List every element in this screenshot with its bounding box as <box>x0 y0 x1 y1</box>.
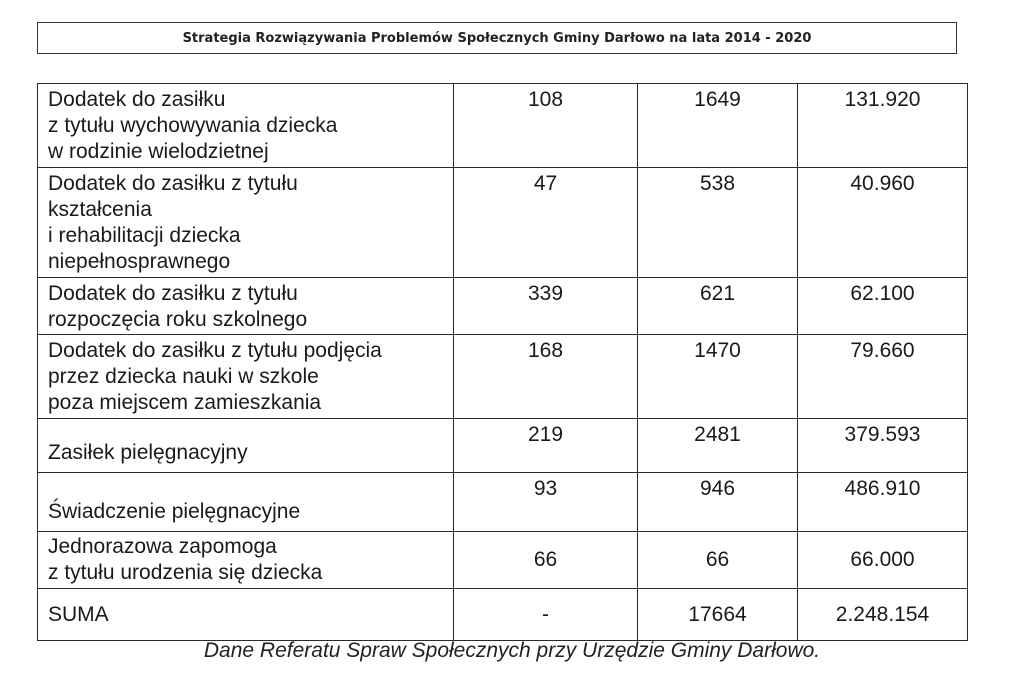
document-title: Strategia Rozwiązywania Problemów Społecznych Gminy Darłowo na lata 2014 - 2020 <box>182 30 812 46</box>
table-row <box>38 335 968 419</box>
cell-value: 168 <box>454 335 638 419</box>
cell-value: 131.920 <box>798 84 968 168</box>
row-label: Dodatek do zasiłku z tytułu rozpoczęcia roku szkolnego <box>38 278 454 335</box>
row-label: Dodatek do zasiłku z tytułu wychowywania dziecka w rodzinie wielodzietnej <box>38 84 454 168</box>
cell-value: 486.910 <box>798 473 968 532</box>
cell-value: 2.248.154 <box>798 589 968 641</box>
table-row <box>38 532 968 589</box>
table-row-total <box>38 589 968 641</box>
cell-value: 47 <box>454 168 638 278</box>
table-row <box>38 278 968 335</box>
row-label: Jednorazowa zapomoga z tytułu urodzenia się dziecka <box>38 532 454 589</box>
cell-value: 17664 <box>638 589 798 641</box>
row-label: Świadczenie pielęgnacyjne <box>38 473 454 532</box>
cell-value: 93 <box>454 473 638 532</box>
table-row <box>38 84 968 168</box>
table-row <box>38 473 968 532</box>
row-label: Dodatek do zasiłku z tytułu kształcenia i rehabilitacji dziecka niepełnosprawnego <box>38 168 454 278</box>
cell-value: 108 <box>454 84 638 168</box>
cell-value: - <box>454 589 638 641</box>
source-note: Dane Referatu Spraw Społecznych przy Urzędzie Gminy Darłowo. <box>203 639 821 662</box>
cell-value: 379.593 <box>798 419 968 473</box>
benefits-table <box>37 83 968 641</box>
cell-value: 1470 <box>638 335 798 419</box>
cell-value: 219 <box>454 419 638 473</box>
cell-value: 66 <box>638 532 798 589</box>
cell-value: 66.000 <box>798 532 968 589</box>
row-label: Dodatek do zasiłku z tytułu podjęcia przez dziecka nauki w szkole poza miejscem zamieszkania <box>38 335 454 419</box>
cell-value: 79.660 <box>798 335 968 419</box>
row-label: Zasiłek pielęgnacyjny <box>38 419 454 473</box>
cell-value: 62.100 <box>798 278 968 335</box>
total-label: SUMA <box>38 589 454 641</box>
cell-value: 1649 <box>638 84 798 168</box>
document-header <box>37 22 957 54</box>
cell-value: 621 <box>638 278 798 335</box>
cell-value: 2481 <box>638 419 798 473</box>
cell-value: 946 <box>638 473 798 532</box>
table-row <box>38 419 968 473</box>
cell-value: 538 <box>638 168 798 278</box>
cell-value: 40.960 <box>798 168 968 278</box>
cell-value: 66 <box>454 532 638 589</box>
table-row <box>38 168 968 278</box>
cell-value: 339 <box>454 278 638 335</box>
